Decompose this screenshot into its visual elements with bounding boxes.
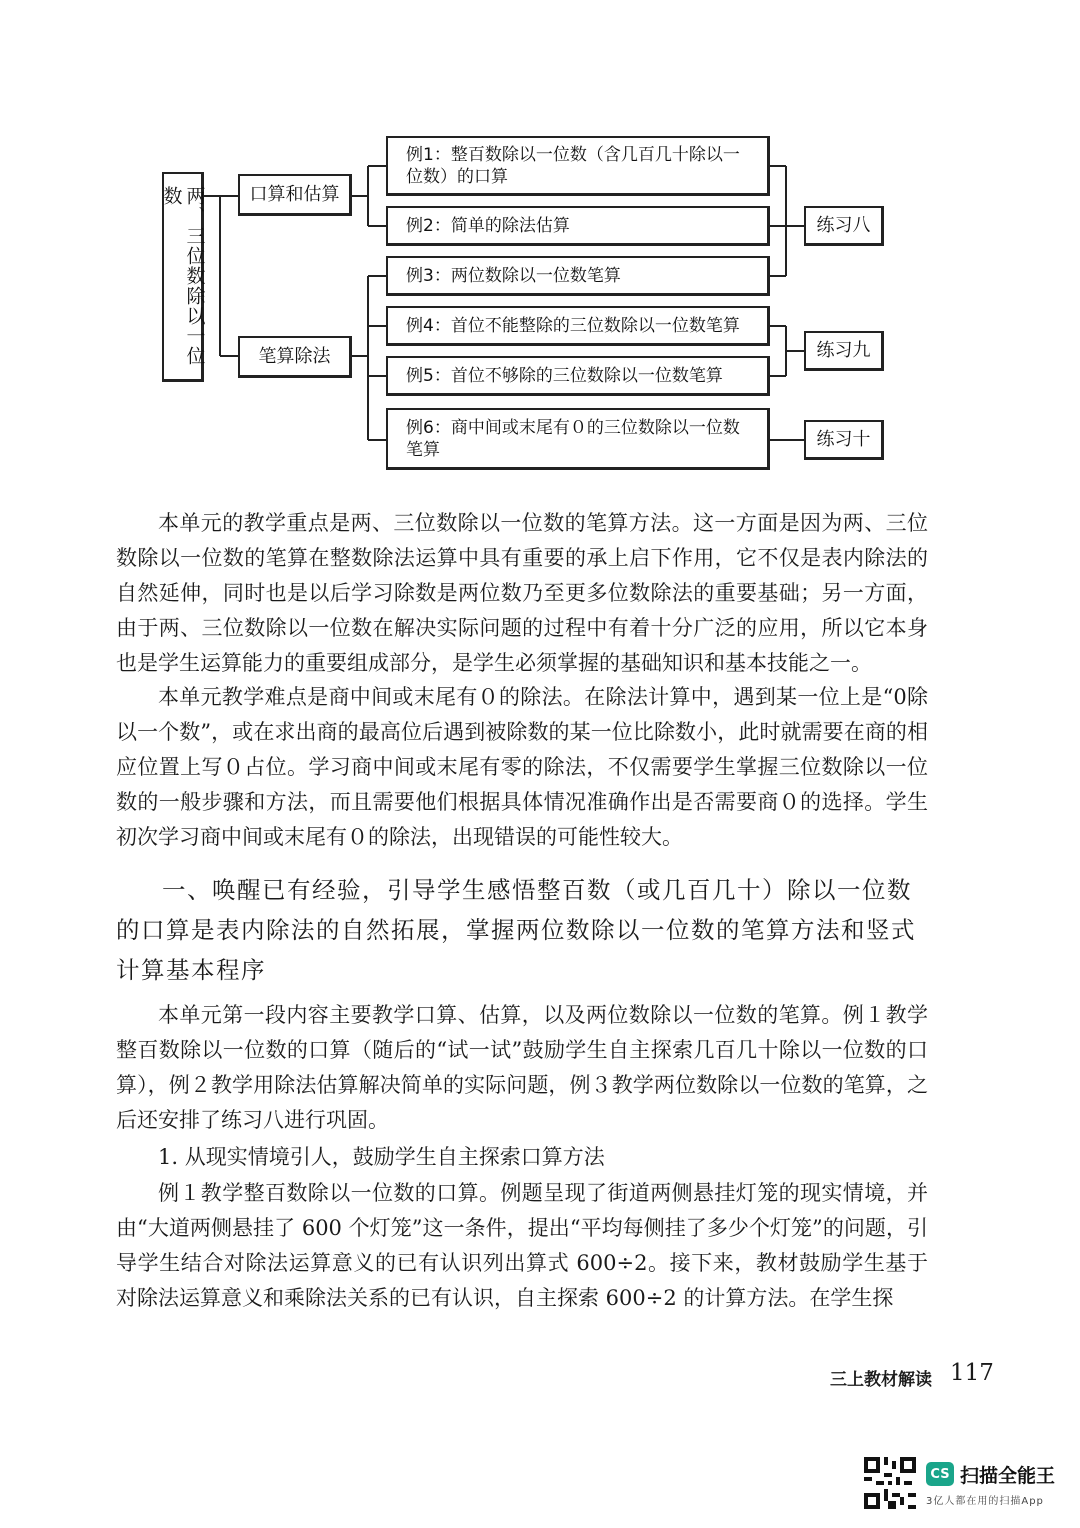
example-2-box <box>386 206 770 246</box>
practice-8-label: 练习八 <box>816 214 871 236</box>
example-4-label: 例4：首位不能整除的三位数除以一位数笔算 <box>406 315 740 336</box>
example-2-label: 例2：简单的除法估算 <box>406 215 570 236</box>
unit-structure-diagram <box>0 0 1080 480</box>
example-1-box <box>386 136 770 196</box>
qr-code-icon <box>864 1457 916 1509</box>
branch-written-box <box>238 336 352 378</box>
example-5-label: 例5：首位不够除的三位数除以一位数笔算 <box>406 365 723 386</box>
subheading-1: 1. 从现实情境引人，鼓励学生自主探索口算方法 <box>158 1145 605 1169</box>
example-1-label: 例1：整百数除以一位数（含几百几十除以一位数）的口算 <box>406 144 740 187</box>
practice-9-box <box>804 331 884 371</box>
paragraph-teaching-difficulty: 本单元教学难点是商中间或末尾有０的除法。在除法计算中，遇到某一位上是“0除以一个数”，或在求出商的最高位后遇到被除数的某一位比除数小，此时就需要在商的相应位置上写０占位。学习商中间或末尾有零的除法，不仅需要学生掌握三位数除以一位数的一般步骤和方法，而且需要他们根据具体情况准确作出是否需要商０的选择。学生初次学习商中间或末尾有０的除法，出现错误的可能性较大。 <box>116 685 928 849</box>
example-4-box <box>386 306 770 346</box>
footer-book-label: 三上教材解读 <box>830 1370 932 1390</box>
branch-oral-box <box>238 174 352 216</box>
page-number: 117 <box>950 1360 994 1386</box>
example-6-label: 例6：商中间或末尾有０的三位数除以一位数笔算 <box>406 417 740 460</box>
example-6-box <box>386 408 770 470</box>
branch-oral-label: 口算和估算 <box>249 183 340 205</box>
watermark-tagline: 3亿人都在用的扫描App <box>926 1496 1044 1507</box>
example-3-label: 例3：两位数除以一位数笔算 <box>406 265 621 286</box>
diagram-root-box <box>162 172 204 382</box>
paragraph-section-intro: 本单元第一段内容主要教学口算、估算，以及两位数除以一位数的笔算。例１教学整百数除以一位数的口算（随后的“试一试”鼓励学生自主探索几百几十除以一位数的口算），例２教学用除法估算解决简单的实际问题，例３教学两位数除以一位数的笔算，之后还安排了练习八进行巩固。 <box>116 1003 928 1132</box>
example-3-box <box>386 256 770 296</box>
watermark-app-name: 扫描全能王 <box>960 1465 1056 1487</box>
paragraph-teaching-focus: 本单元的教学重点是两、三位数除以一位数的笔算方法。这一方面是因为两、三位数除以一位数的笔算在整数除法运算中具有重要的承上启下作用，它不仅是表内除法的自然延伸，同时也是以后学习除数是两位数乃至更多位数除法的重要基础；另一方面，由于两、三位数除以一位数在解决实际问题的过程中有着十分广泛的应用，所以它本身也是学生运算能力的重要组成部分，是学生必须掌握的基础知识和基本技能之一。 <box>116 511 928 675</box>
practice-10-label: 练习十 <box>816 428 871 450</box>
branch-written-label: 笔算除法 <box>258 345 331 367</box>
diagram-root-label: 两、三位数除以一位数 <box>160 186 206 366</box>
practice-8-box <box>804 206 884 246</box>
example-5-box <box>386 356 770 396</box>
practice-10-box <box>804 420 884 460</box>
camscanner-logo-icon: CS <box>926 1462 954 1486</box>
section-heading: 一、唤醒已有经验，引导学生感悟整百数（或几百几十）除以一位数的口算是表内除法的自然拓展，掌握两位数除以一位数的笔算方法和竖式计算基本程序 <box>116 876 916 984</box>
paragraph-example-1: 例１教学整百数除以一位数的口算。例题呈现了街道两侧悬挂灯笼的现实情境，并由“大道两侧悬挂了 600 个灯笼”这一条件，提出“平均每侧挂了多少个灯笼”的问题，引导学生结合对除法运算意义的已有认识列出算式 600÷2。接下来，教材鼓励学生基于对除法运算意义和乘除法关系的已有认识，自主探索 600÷2 的计算方法。在学生探 <box>116 1181 928 1310</box>
practice-9-label: 练习九 <box>816 339 871 361</box>
